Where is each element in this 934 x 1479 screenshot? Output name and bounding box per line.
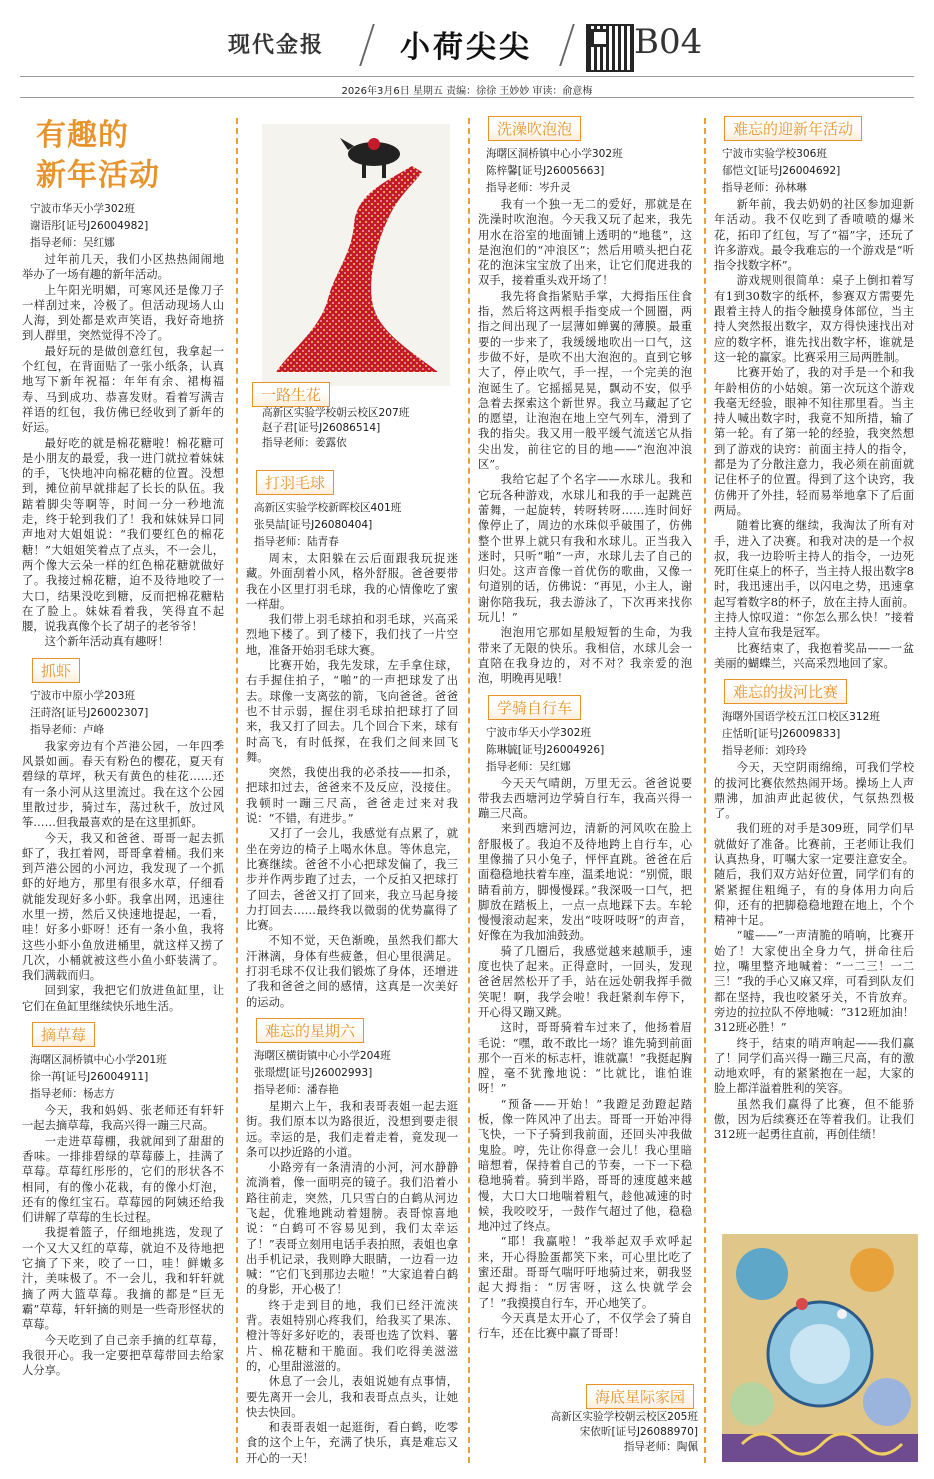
artwork-drawing [262,124,450,386]
separator-slash [359,24,375,66]
paragraph: 我有一个独一无二的爱好，那就是在洗澡时吹泡泡。今天我又玩了起来，我先用水在浴室的地面铺上透明的“地毯”，这是泡泡们的“冲浪区”；然后用喷头把白花花的泡沫宝宝放了出来，让它们爬进我的双手，接着重头戏开场了！ [478,198,692,288]
column-3 [478,108,692,1341]
artwork-drawing [722,1234,918,1462]
paragraph: 我给它起了个名字——水球儿。我和它玩各种游戏，水球儿和我的手一起跳芭蕾舞，一起旋转，转呀转呀……连时间好像停止了，周边的水珠似乎破围了，仿佛整个世界上就只有我和水球儿。正当我入迷时，只听“啪”一声，水球儿去了自己的归处。这声音像一首优伤的歌曲，又像一句道别的话，仿佛说：“再见，小主人，谢谢你陪我玩，我去游泳了，下次再来找你玩儿！” [478,473,692,625]
paragraph: 今天，我和妈妈、张老师还有轩轩一起去摘草莓，我高兴得一蹦三尺高。 [22,1104,224,1133]
author: 郁恺文[证号J26004692] [722,165,841,177]
column-1 [22,108,224,1378]
paragraph: 我们班的对手是309班，同学们早就做好了准备。比赛前，王老师让我们认真热身，叮嘱大家一定要注意安全。随后，我们双方站好位置，同学们有的紧紧握住粗绳子，有的身体用力向后仰，还有的把脚稳稳地蹬在地上，个个精神十足。 [714,822,914,928]
author: 陈梓馨[证号J26005663] [486,165,605,177]
paragraph: 我提着篮子，仔细地挑选，发现了一个又大又红的草莓，就迫不及待地把它摘了下来，咬了一口，哇！鲜嫩多汁，美味极了。不一会儿，我和轩轩就摘了两大篮草莓。我摘的都是“巨无霸”草莓，轩轩摘的则是一些奇形怪状的草莓。 [22,1226,224,1332]
paragraph: 这个新年活动真有趣呀！ [44,635,169,649]
school: 海曙区洞桥镇中心小学302班 [486,148,623,160]
paragraph: 不知不觉，天色渐晚，虽然我们都大汗淋漓，身体有些疲惫，但心里很满足。打羽毛球不仅让我们锻炼了身体，还增进了我和爸爸之间的感情，这真是一次美好的运动。 [246,934,458,1009]
paragraph: 上午阳光明媚，可寒风还是像刀子一样刮过来，冷极了。但活动现场人山人海，到处都是欢声笑语，我好奇地挤到人群里，突然觉得不冷了。 [22,283,224,343]
article-title: 难忘的拔河比赛 [724,679,847,704]
paragraph: 我们带上羽毛球拍和羽毛球，兴高采烈地下楼了。到了楼下，我们找了一片空地，准备开始羽毛球大赛。 [246,613,458,657]
teacher: 指导老师：卢峰 [30,723,105,736]
artwork-title: 一路生花 [252,382,330,407]
teacher: 指导老师：吴红娜 [30,237,115,249]
feature-title-line: 有趣的 [36,118,129,153]
article-title: 抓虾 [32,658,80,683]
paragraph: 今天天气晴朗，万里无云。爸爸说要带我去西塘河边学骑自行车，我高兴得一蹦三尺高。 [478,776,692,821]
paragraph: 今天，我又和爸爸、哥哥一起去抓虾了，我扛着网，哥哥拿着桶。我们来到芦港公园的小河边，我发现了一个抓虾的好地方，那里有很多水草，仔细看就能发现好多小虾。我拿出网，迅速往水里一捞，然后又快速地提起，一看，哇！好多小虾呀！还有一条小鱼，我将这些小虾小鱼放进桶里，就这样又捞了几次，小桶就被这些小鱼小虾装满了。我们满载而归。 [22,831,224,983]
paragraph: 小路旁有一条清清的小河，河水静静流淌着，像一面明亮的镜子。我们沿着小路往前走，突然，几只雪白的白鹤从河边飞起，优雅地跳动着翅膀。表哥惊喜地说：“白鹤可不容易见到，我们太幸运了！”表哥立刻用电话手表拍照，表姐也拿出手机记录，我则睁大眼睛，一边看一边喊：“它们飞到那边去啦！”大家追着白鹤的身影，开心极了！ [246,1161,458,1297]
artwork-image [722,1234,918,1462]
paragraph: 今天，天空阴雨绵绵，可我们学校的拔河比赛依然热闹开场。操场上人声鼎沸，加油声此起彼伏，气氛热烈极了。 [714,761,914,821]
artwork-title: 海底星际家园 [586,1384,694,1409]
article-title: 难忘的星期六 [256,1018,364,1043]
paragraph: 星期六上午，我和表哥表姐一起去逛街。我们原本以为路很近，没想到要走很远。幸运的是，我们走着走着，竟发现一条可以抄近路的小道。 [246,1099,458,1159]
paragraph: 虽然我们赢得了比赛，但不能骄傲，因为后续赛还在等着我们。让我们312班一起勇往直前，再创佳绩！ [714,1097,914,1142]
header-rule [20,97,914,98]
author: 谢语彤[证号J26004982] [30,220,149,232]
artwork-credit [262,406,409,451]
school: 海曙区洞桥镇中心小学201班 [30,1054,167,1067]
school: 宁波市华天小学302班 [30,203,135,215]
school: 宁波市实验学校306班 [722,148,827,160]
paragraph: 最好玩的是做创意红包，我拿起一个红包，在背面贴了一张小纸条，认真地写下新年祝福：年年有余、裙梅福寿、马到成功、恭喜发财。看着写满吉祥语的红包，我仿佛已经收到了新年的好运。 [22,344,224,435]
article-title: 打羽毛球 [256,470,334,495]
header-rule [20,76,914,77]
section-title: 小荷尖尖 [400,30,532,65]
paragraph: 来到西塘河边，清新的河风吹在脸上舒服极了。我迫不及待地跨上自行车，心里像揣了只小兔子，怦怦直跳。爸爸在后面稳稳地扶着车座，温柔地说：“别慌，眼睛看前方，脚慢慢踩。”我深吸一口气，把脚放在踏板上，一点一点地踩下去。车轮慢慢滚动起来，发出“吱呀吱呀”的声音，好像在为我加油鼓劲。 [478,822,692,943]
teacher: 指导老师：姜露依 [262,437,347,449]
school: 高新区实验学校新晖校区401班 [254,502,402,514]
school: 宁波市华天小学302班 [486,726,591,739]
paragraph: 新年前，我去奶奶的社区参加迎新年活动。我不仅吃到了香喷喷的爆米花，拓印了红包，写了“福”字，还玩了许多游戏。最令我难忘的一个游戏是“听指令找数字杯”。 [714,198,914,273]
teacher: 指导老师：陶佩 [623,1441,698,1453]
article-title: 学骑自行车 [488,695,581,720]
author: 汪莳洛[证号J26002307] [30,706,149,719]
paragraph: 我先将食指紧贴手掌，大拇指压住食指，然后将这两根手指变成一个圆圈，两指之间出现了一层薄如蝉翼的薄膜。最重要的一步来了，我缓缓地吹出一口气，这步做不好，是吹不出大泡泡的。直到它够大了，停止吹气，手一捏，一个完美的泡泡诞生了。它摇摇晃晃，飘动不安，似乎急着去探索这个新世界。我立马藏起了它的愿望，让泡泡在地上空气列车，滑到了我的指尖。我又用一般平缓气流送它从指尖出发，前往它的目的地——“泡泡冲浪区”。 [478,289,692,472]
teacher: 指导老师：陆青春 [254,536,339,548]
column-divider [704,118,706,1463]
author: 张昊喆[证号J26080404] [254,519,373,531]
paragraph: 又打了一会儿，我感觉有点累了，就坐在旁边的椅子上喝水休息。等休息完，比赛继续。爸爸不小心把球发偏了，我三步并作两步跑了过去，一个反拍又把球打了回去，爸爸又打了回来，我立马起身接力打回去……最终我以微弱的优势赢得了比赛。 [246,827,458,933]
paragraph: “耶！我赢啦！”我举起双手欢呼起来，开心得脸蛋都笑下来，可心里比吃了蜜还甜。哥哥气喘吁吁地骑过来，朝我竖起大拇指：“厉害呀，这么快就学会了！”我摸摸自行车，开心地笑了。 [478,1235,692,1310]
paragraph: 比赛开始，我先发球，左手拿住球，右手握住拍子，“啪”的一声把球发了出去。球像一支离弦的箭，飞向爸爸。爸爸也不甘示弱，握住羽毛球拍把球打了回来，我又打了回去。几个回合下来，球有时高飞，有时低探，在我们之间来回飞舞。 [246,659,458,764]
paragraph: 最好吃的就是棉花糖啦！棉花糖可是小朋友的最爱，我一进门就拉着妹妹的手，飞快地冲向棉花糖的位置。没想到，摊位前早就排起了长长的队伍。我踮着脚尖等啊等，时间一分一秒地流走，终于轮到我们了！我和妹妹异口同声地对大姐姐说：“我们要红色的棉花糖！”大姐姐笑着点了点头，不一会儿，两个像大云朵一样的红色棉花糖就做好了。我接过棉花糖，迫不及待地咬了一大口，结果没吃到糖，反而把棉花糖粘在了脸上。妹妹看着我，笑得直不起腰，说我真像个长了胡子的老爷爷！ [22,436,224,634]
author: 陈琳毓[证号J26004926] [486,743,605,756]
paragraph: 今天吃到了自己亲手摘的红草莓，我很开心。我一定要把草莓带回去给家人分享。 [22,1333,224,1378]
school: 高新区实验学校朝云校区205班 [550,1411,698,1423]
paragraph: 游戏规则很简单：桌子上倒扣着写有1到30数字的纸杯，参赛双方需要先跟着主持人的指令触摸身体部位，当主持人突然报出数字，双方得快速找出对应的数字杯，谁先找出数字杯，谁就是这一轮的赢家。比赛采用三局两胜制。 [714,274,914,364]
paragraph: 周末，太阳躲在云后面跟我玩捉迷藏。外面刮着小风，格外舒服。爸爸要带我在小区里打羽毛球，我的心情像吃了蜜一样甜。 [246,552,458,611]
author: 庄恬昕[证号J26009833] [722,728,841,741]
page-number: B04 [634,22,703,62]
author: 张璟熤[证号J26002993] [254,1066,373,1079]
paragraph: 突然，我使出我的必杀技——扣杀，把球扣过去，爸爸来不及反应，没接住。我顿时一蹦三尺高，爸爸走过来对我说：“不错，有进步。” [246,766,458,826]
author: 徐一苒[证号J26004911] [30,1071,149,1084]
paragraph: 今天真是太开心了，不仅学会了骑自行车，还在比赛中赢了哥哥！ [478,1311,692,1341]
author: 宋依昕[证号J26088970] [579,1426,698,1438]
paragraph: 比赛开始了，我的对手是一个和我年龄相仿的小姑娘。第一次玩这个游戏我毫无经验，眼神不知往那里看。当主持人喊出数字时，我竟不知所措，输了第一轮。有了第一轮的经验，我突然想到了游戏的诀窍：前面主持人的指令，都是为了分散注意力，我必须在前面就记住杯子的位置。得到了这个诀窍，我仿佛开了外挂，轻而易举地拿下了后面两局。 [714,366,914,517]
feature-title-line: 新年活动 [36,158,160,193]
paragraph: 比赛结束了，我抱着奖品——一盆美丽的蝴蝶兰，兴高采烈地回了家。 [714,641,914,670]
teacher: 指导老师：杨志方 [30,1088,115,1101]
separator-slash [559,24,575,66]
paragraph: 泡泡用它那如星般短暂的生命，为我带来了无限的快乐。我相信，水球儿会一直陪在我身边的，对不对？我亲爱的泡泡，明晚再见哦！ [478,626,692,686]
paragraph: “预备——开始！”我蹬足劲蹬起踏板，像一阵风冲了出去。哥哥一开始冲得飞快，一下子骑到我前面，还回头冲我做鬼脸。哼，先让你得意一会儿！我心里暗暗想着，保持着自己的节奏，一下一下稳稳地骑着。骑到半路，哥哥的速度越来越慢，大口大口地喘着粗气，趁他减速的时候，我咬咬牙，一鼓作气超过了他，稳稳地冲过了终点。 [478,1097,692,1234]
paragraph: 回到家，我把它们放进鱼缸里，让它们在鱼缸里继续快乐地生活。 [22,984,224,1013]
article-title: 洗澡吹泡泡 [488,116,581,141]
teacher: 指导老师：孙林琳 [722,182,807,194]
column-2 [246,462,458,1466]
school: 宁波市中原小学203班 [30,689,135,702]
column-divider [236,118,238,1463]
paragraph: 一走进草莓棚，我就闻到了甜甜的香味。一排排碧绿的草莓藤上，挂满了草莓。草莓红彤彤的，它们的形状各不相同，有的像小花栽，有的像小灯泡，还有的像红宝石。草莓园的阿姨还给我们讲解了草莓的生长过程。 [22,1134,224,1225]
article-title: 难忘的迎新年活动 [724,116,862,141]
paragraph: 我家旁边有个芦港公园，一年四季风景如画。春天有粉色的樱花，夏天有碧绿的草坪，秋天有黄色的桂花……还有一条小河从这里流过。我在这个公园里散过步，骑过车，荡过秋千，放过风筝……但我最喜欢的是在这里抓虾。 [22,739,224,830]
dateline: 2026年3月6日 星期五 责编：徐徐 王妙妙 审读：俞意梅 [341,86,593,97]
paragraph: 这时，哥哥骑着车过来了，他扬着眉毛说：“嘿，敢不敢比一场？谁先骑到前面那个一百米的标志杆，谁就赢！”我挺起胸膛，毫不犹豫地说：“比就比，谁怕谁呀！” [478,1021,692,1096]
paragraph: 终于，结束的哨声响起——我们赢了！同学们高兴得一蹦三尺高，有的激动地欢呼，有的紧紧抱在一起，大家的脸上都洋溢着胜利的笑容。 [714,1036,914,1096]
newspaper-name: 现代金报 [228,33,325,58]
feature-title [36,116,224,196]
artwork-credit [548,1410,698,1455]
paragraph: “嘘——”一声清脆的哨响，比赛开始了！大家使出全身力气，拼命往后拉，嘴里整齐地喊着：“一二三！一二三！”我的手心又麻又痒，可看到队友们都在坚持，我也咬紧牙关，不肯放弃。旁边的拉拉队不停地喊：“312班加油！312班必胜！” [714,929,914,1035]
paragraph: 终于走到目的地，我们已经汗流浃背。表姐特别心疼我们，给我买了果冻、橙汁等好多好吃的，表哥也选了饮料、薯片、棉花糖和干脆面。我们吃得美滋滋的，心里甜滋滋的。 [246,1298,458,1373]
paragraph: 随着比赛的继续，我淘汰了所有对手，进入了决赛。和我对决的是一个叔叔，我一边聆听主持人的指令，一边死死盯住桌上的杯子，当主持人报出数字8时，我迅速出手，以闪电之势，迅速拿起写着数字8的杯子，放在主持人面前。主持人惊叹道：“你怎么那么快！”接着主持人宣布我是冠军。 [714,519,914,640]
author: 赵子君[证号J26086514] [262,422,381,434]
paragraph: 过年前几天，我们小区热热闹闹地举办了一场有趣的新年活动。 [22,253,224,282]
teacher: 指导老师：吴红娜 [486,760,571,773]
artwork-image [262,124,450,386]
teacher: 指导老师：刘玲玲 [722,745,807,758]
paragraph: 休息了一会儿，表姐说她有点事情，要先离开一会儿，我和表哥点点头，让她快去快回。 [246,1375,458,1419]
masthead [0,0,934,98]
school: 海曙外国语学校五江口校区312班 [722,711,880,724]
column-divider [468,118,470,1463]
article-title: 摘草莓 [32,1022,95,1047]
paragraph: 骑了几圈后，我感觉越来越顺手，速度也快了起来。正得意时，一回头，发现爸爸居然松开了手，站在远处朝我挥手微笑呢！啊，我学会啦！我赶紧刹车停下，开心得又蹦又跳。 [478,944,692,1019]
teacher: 指导老师：岑升灵 [486,182,571,194]
school: 高新区实验学校朝云校区207班 [262,407,410,419]
qr-code-icon[interactable] [586,24,634,72]
school: 海曙区横街镇中心小学204班 [254,1049,391,1062]
teacher: 指导老师：潘春艳 [254,1083,339,1096]
paragraph: 和表哥表姐一起逛街，看白鹤，吃零食的这个上午，充满了快乐，真是难忘又开心的一天！ [246,1421,458,1465]
column-4 [714,108,914,1143]
